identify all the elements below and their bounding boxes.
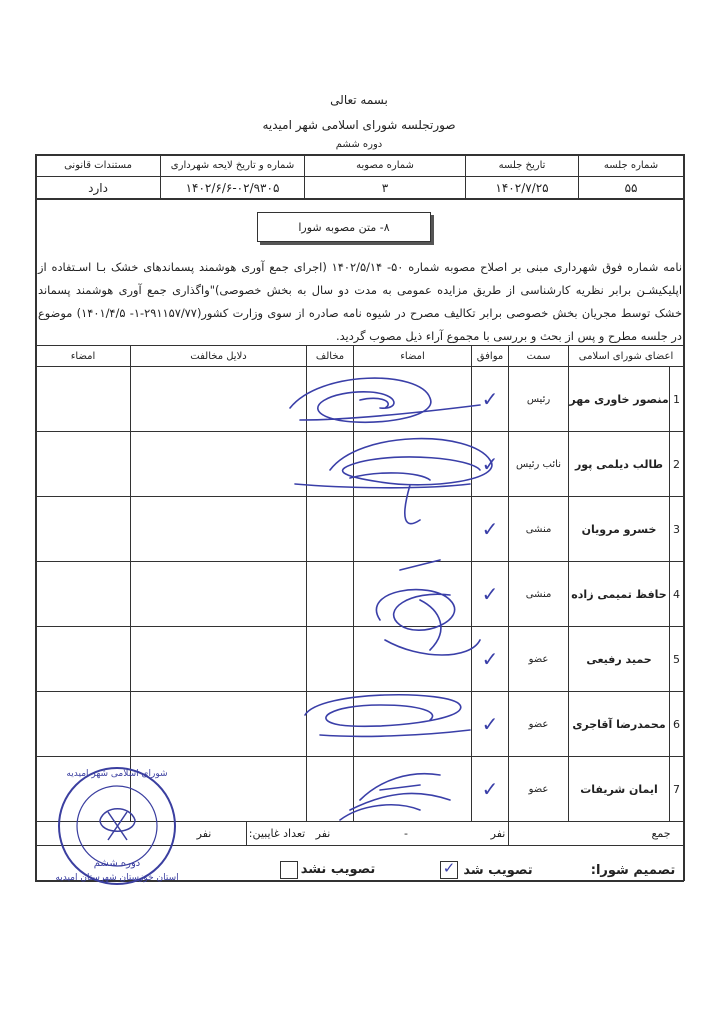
header-disagree: مخالف xyxy=(315,350,345,362)
member-name: خسرو مرویان xyxy=(581,522,657,536)
member-name: حافظ تمیمی زاده xyxy=(571,587,667,601)
header-members: اعضای شورای اسلامی xyxy=(578,350,674,362)
agree-unit: نفر xyxy=(490,827,506,840)
member-role: منشی xyxy=(525,523,552,535)
row-number: 4 xyxy=(673,587,680,601)
agree-check: ✓ xyxy=(481,647,499,671)
meta-header-resolution-number: شماره مصوبه xyxy=(356,160,414,171)
absent-label: تعداد غایبین: xyxy=(248,827,306,840)
member-name: منصور خاوری مهر xyxy=(569,392,669,406)
meta-header-bill-number-date: شماره و تاریخ لایحه شهرداری xyxy=(170,160,295,171)
signature-1 xyxy=(290,378,480,422)
member-role: عضو xyxy=(528,653,549,665)
signature-2 xyxy=(295,439,492,524)
approved-label: تصویب شد xyxy=(463,862,533,878)
section-title: ۸- متن مصوبه شورا xyxy=(298,220,390,234)
row-number: 5 xyxy=(673,652,680,666)
seal-text-period: دوره ششم xyxy=(93,858,141,869)
header-reasons: دلایل مخالفت xyxy=(190,350,247,362)
approved-checkbox[interactable] xyxy=(440,861,458,879)
agree-check: ✓ xyxy=(481,582,499,606)
row-number: 3 xyxy=(673,522,680,536)
member-name: طالب دیلمی پور xyxy=(574,457,664,471)
row-number: 2 xyxy=(673,457,680,471)
signature-4 xyxy=(305,695,470,737)
row-number: 6 xyxy=(673,717,680,731)
header-signature: امضاء xyxy=(400,350,425,362)
meta-header-session-number: شماره جلسه xyxy=(603,160,659,171)
row-number: 7 xyxy=(673,782,680,796)
basmala: بسمه تعالی xyxy=(330,93,388,107)
period-label: دوره ششم xyxy=(335,139,383,150)
disagree-value: - xyxy=(404,827,408,840)
signature-3 xyxy=(376,560,480,655)
signature-5 xyxy=(340,774,450,820)
member-name: ایمان شریفات xyxy=(580,782,658,796)
header-signature-2: امضاء xyxy=(70,350,96,362)
member-role: عضو xyxy=(528,783,549,795)
approved-check-mark: ✓ xyxy=(442,859,456,877)
absent-unit: نفر xyxy=(196,827,212,840)
seal-text-bottom: استان خوزستان شهرستان امیدیه xyxy=(55,873,179,883)
member-role: منشی xyxy=(525,588,552,600)
agree-check: ✓ xyxy=(481,777,499,801)
agree-check: ✓ xyxy=(481,517,499,541)
meta-session-date: ۱۴۰۲/۷/۲۵ xyxy=(495,180,549,195)
resolution-text: نامه شماره فوق شهرداری مبنی بر اصلاح مصوبه شماره ۵۰- ۱۴۰۲/۵/۱۴ (اجرای جمع آوری هوشمند پسماندهای خشک بـا اسـتفاده از اپلیکیشـن برابر نظریه کارشناسی از طریق مزایده عمومی به مدت دو سال به بخش خصوصی)"واگذاری جمع آوری هوشمند پسماند خشک توسط مجریان بخش خصوصی برابر تکالیف مصرح در شیوه نامه صادره از سوی وزارت کشور(۲۹۱۱۵۷/۷۷-۱- ۱۴۰۱/۴/۵) موضوع در جلسه مطرح و پس از بحث و بررسی با مجموع آراء ذیل مصوب گردید. xyxy=(38,260,683,343)
header-agree: موافق xyxy=(476,350,504,362)
rejected-checkbox[interactable] xyxy=(280,861,298,879)
meta-header-legal-docs: مستندات قانونی xyxy=(64,160,132,171)
decision-label: تصمیم شورا: xyxy=(590,862,676,878)
header-role: سمت xyxy=(526,350,551,362)
meta-legal-docs: دارد xyxy=(88,180,108,195)
row-number: 1 xyxy=(673,392,680,406)
section-title-box xyxy=(257,212,431,242)
meta-resolution-number: ۳ xyxy=(381,180,389,195)
member-role: عضو xyxy=(528,718,549,730)
member-name: محمدرضا آقاجری xyxy=(572,717,666,731)
meta-header-session-date: تاریخ جلسه xyxy=(498,160,546,171)
agree-check: ✓ xyxy=(481,387,499,411)
disagree-unit: نفر xyxy=(315,827,331,840)
meta-session-number: ۵۵ xyxy=(624,180,638,195)
agree-check: ✓ xyxy=(481,452,499,476)
member-name: حمید رفیعی xyxy=(586,652,652,666)
rejected-label: تصویب نشد xyxy=(300,861,376,877)
totals-label: جمع xyxy=(651,827,671,840)
meta-bill-number-date: ۱۴۰۲/۶/۶-۰۲/۹۳۰۵ xyxy=(185,180,280,195)
seal-text-top: شورای اسلامی شهر امیدیه xyxy=(66,769,168,779)
member-role: نائب رئیس xyxy=(516,458,561,470)
member-role: رئیس xyxy=(526,393,551,405)
agree-check: ✓ xyxy=(481,712,499,736)
page-title: صورتجلسه شورای اسلامی شهر امیدیه xyxy=(262,118,456,132)
